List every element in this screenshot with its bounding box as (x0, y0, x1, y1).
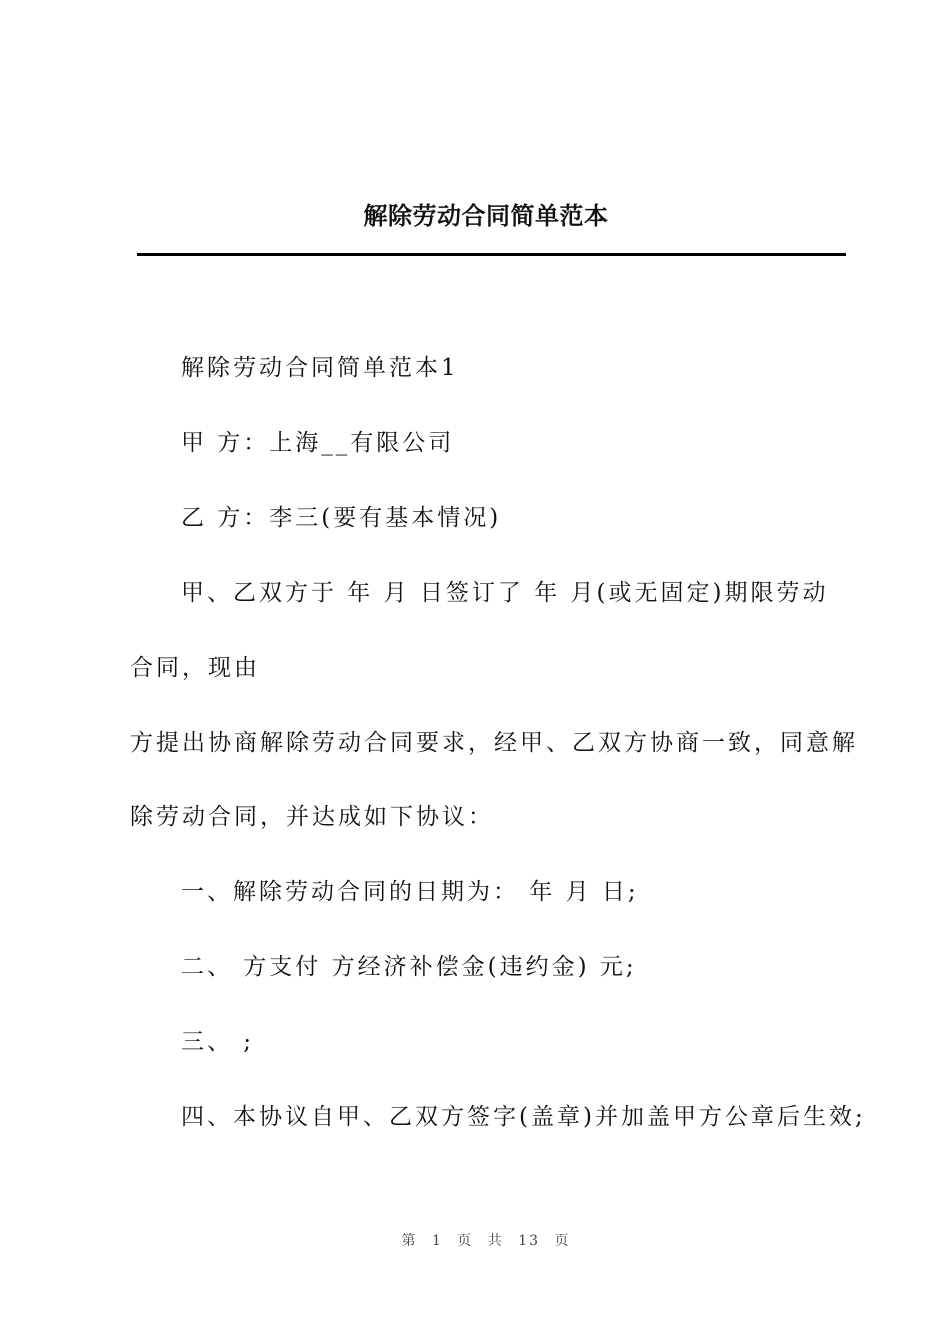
clause-item: 四、本协议自甲、乙双方签字(盖章)并加盖甲方公章后生效; (181, 1104, 866, 1130)
clause-item: 三、 ; (181, 1029, 255, 1055)
party-a-line: 甲 方：上海__有限公司 (181, 430, 455, 456)
section-heading: 解除劳动合同简单范本1 (181, 355, 459, 381)
clause-item: 二、 方支付 方经济补偿金(违约金) 元; (181, 954, 637, 980)
paragraph-line: 甲、乙双方于 年 月 日签订了 年 月(或无固定)期限劳动 (181, 580, 829, 606)
paragraph-line: 合同，现由 (130, 655, 260, 681)
paragraph-line: 方提出协商解除劳动合同要求，经甲、乙双方协商一致，同意解 (130, 730, 858, 756)
party-b-line: 乙 方：李三(要有基本情况) (181, 505, 502, 531)
clause-item: 一、解除劳动合同的日期为： 年 月 日; (181, 879, 639, 905)
paragraph-line: 除劳动合同，并达成如下协议： (130, 804, 494, 830)
page-number: 第 1 页 共 13 页 (401, 1233, 571, 1249)
page-title: 解除劳动合同简单范本 (363, 202, 609, 230)
title-divider (137, 253, 846, 256)
